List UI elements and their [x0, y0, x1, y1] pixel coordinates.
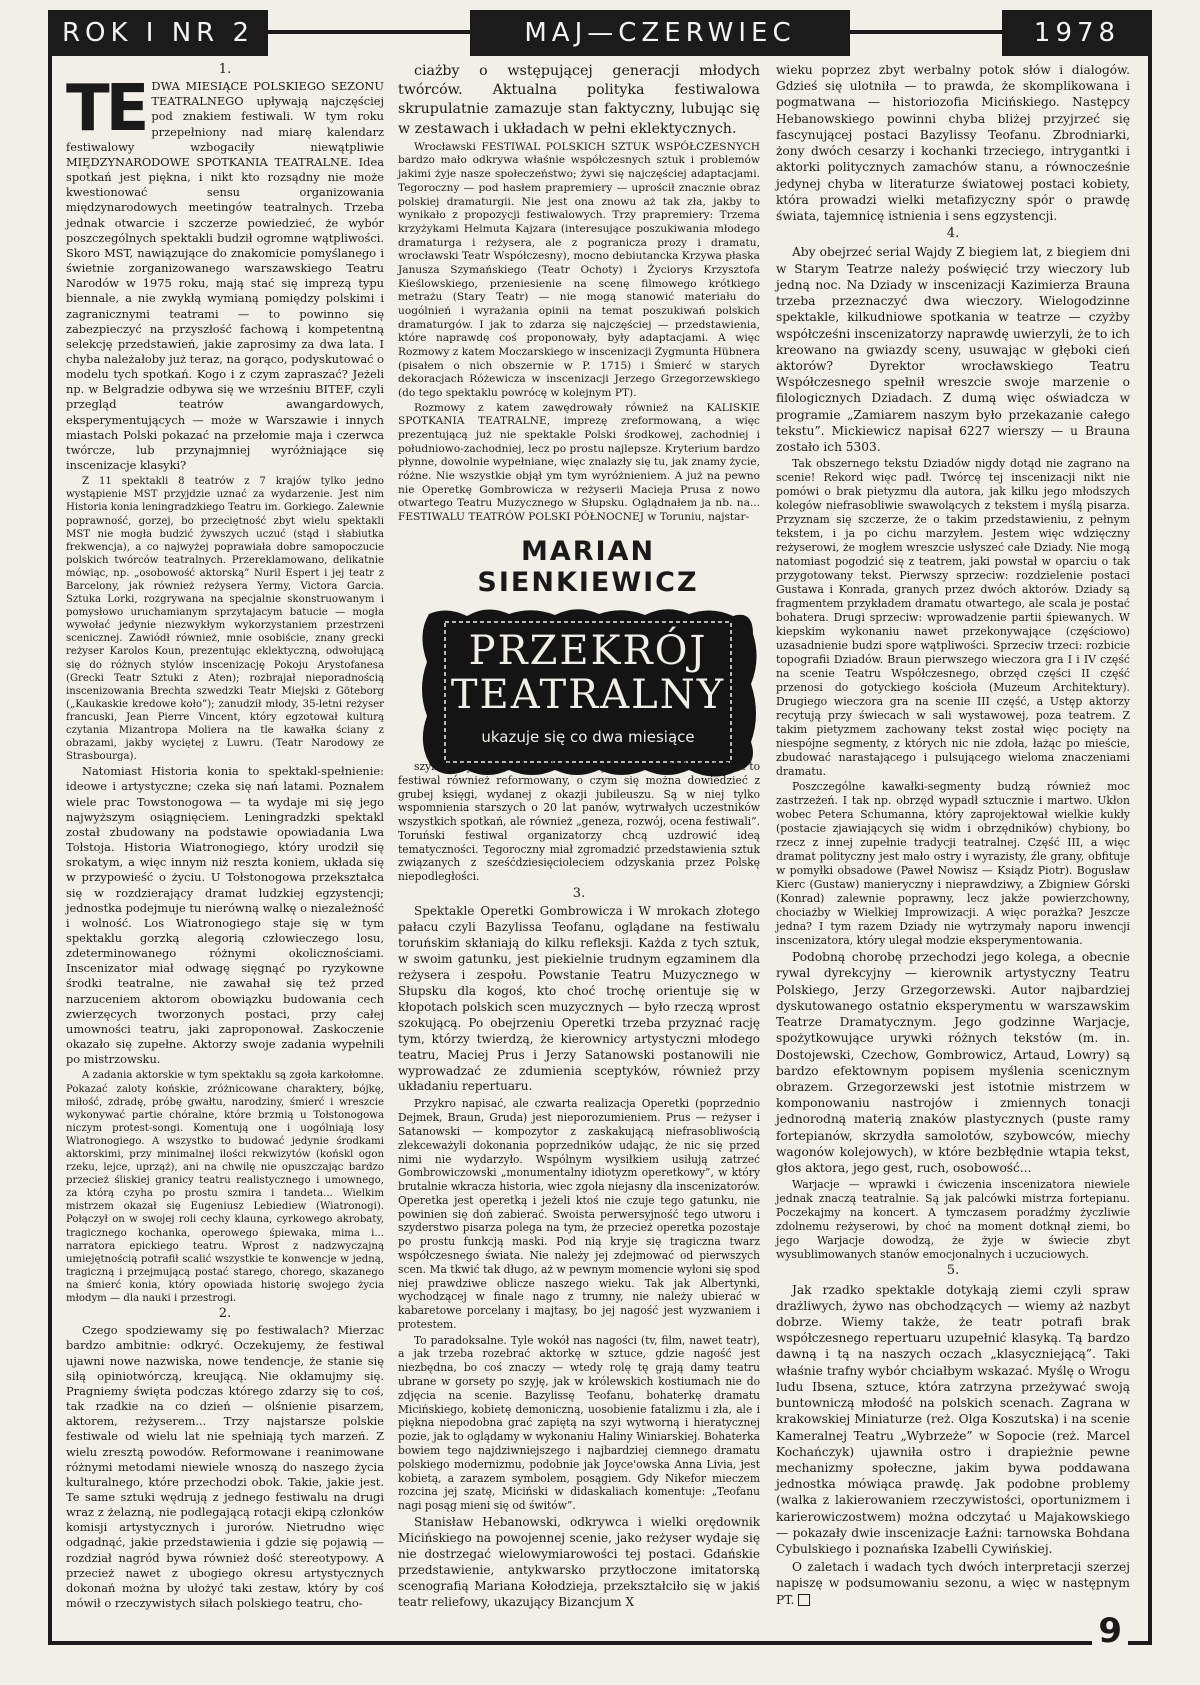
section-number-1: 1.	[218, 62, 232, 77]
lead-text: DWA MIESIĄCE POLSKIEGO SEZONU TEATRALNEGO upływają najczęściej pod znakiem festiwali. W tym roku przepełniony nad miarę kalendarz festiwalowy wzbogaciły niewątpliwie MIĘDZYNARODOWE SPOTKANIA TEATRALNE. Idea spotkań jest piękna, i nikt kto rozsądny nie może kwestionować sensu organizowania międzynarodowych meetingów teatralnych. Trzeba jednak otwarcie i szczerze powiedzieć, że wybór poszczególnych spektakli budził ogromne wątpliwości. Skoro MST, nawiązujące do znakomicie pomyślanego i świetnie zorganizowanego warszawskiego Teatru Narodów w 1975 roku, mają stać się imprezą typu biennale, a nie zwykłą wymianą pomiędzy polskimi i zagranicznymi teatrami — to powinno się zabezpieczyć na przyszłość fachową i kompetentną selekcję przedstawień, jakie zaprosimy za dwa lata. I chyba należałoby już teraz, na gorąco, podyskutować o modelu tych spotkań. Kogo i z czym zapraszać? Jeżeli np. w Belgradzie odbywa się we wrześniu BITEF, czyli przegląd teatrów awangardowych, eksperymentujących — może w Warszawie i innych miastach Polski pokazać na przełomie maja i czerwca twórcze, lub przynajmniej wyróżniające się inscenizacje klasyki?	[66, 79, 384, 473]
lead-paragraph	[66, 72, 384, 473]
paragraph: To paradoksalne. Tyle wokół nas nagości (tv, film, nawet teatr), a jak trzeba rozebrać aktorkę w sztuce, gdzie nagość jest niezbędna, bo coś znaczy — wtedy rolę tę grają damy teatru ubrane w gorsety po szyję, jak w królewskich kostiumach nie do zdjęcia na scenie. Bazylissę Teofanu, bohaterkę dramatu Micińskiego, kobietę demoniczną, uosobienie fatalizmu i zła, ale i piękna niepodobna grać zapiętą na szyi wytworną i hieratycznej pozie, jak to oglądamy w wykonaniu Haliny Winiarskiej. Bohaterka bowiem tego najdziwniejszego i najbardziej ciemnego dramatu polskiego modernizmu, podobnie jak Joyce'owska Anna Livia, jest kobietą, a zarazem symbolem, posągiem. Gdy Nikefor mieczem rozcina jej szatę, Miciński w didaskaliach komentuje: „Teofanu nagi posąg mieni się od świtów”.	[398, 1333, 760, 1513]
paragraph: Poszczególne kawałki-segmenty budzą również moc zastrzeżeń. I tak np. obrzęd wypadł sztucznie i martwo. Ukłon wobec Petera Schumanna, który zaprojektował wielkie kukły (postacie zjawiających się widm i obrzędników) chybiony, bo rzecz z innej zupełnie tradycji teatralnej. Część III, a więc dramat polityczny jest mało ostry i wyrazisty, źle grany, obfituje w pomyłki obsadowe (Paweł Nowisz — Ksiądz Piotr). Bogusław Kierc (Gustaw) manieryczny i nieprawdziwy, a Zbigniew Górski (Konrad) zalewnie poprawny, lecz jakże powierzchowny, chociażby w Wielkiej Improwizacji. A więc porażka? Jeszcze jedna? I tym razem Dziady nie wytrzymały naporu inwencji inscenizatora, który ulegał modzie eksperymentowania.	[776, 780, 1130, 948]
small-print-block-1	[66, 475, 384, 763]
header-rule-left	[268, 30, 470, 34]
paragraph: Z 11 spektakli 8 teatrów z 7 krajów tylko jedno wystąpienie MST przyjdzie uznać za wydarzenie. Jest nim Historia konia leningradzkiego Teatru im. Gorkiego. Zalewnie poprawność, gorzej, bo przeciętność zbyt wielu spektakli MST nie mogła budzić żywszych uczuć (stąd i słabiutka frekwencja), a co najwyżej poprawiała dobre samopoczucie polskich twórców teatralnych. Przereklamowano, delikatnie mówiąc, np. „osobowość aktorską” Nuril Espert i jej teatr z Barcelony, jak również reżysera Yermy, Victora Garcia. Sztuka Lorki, rozgrywana na specjalnie skonstruowanym i pomysłowo uruchamianym sprzytajacym batucie — mogła wywołać jedynie niezwykłym wykorzystaniem przestrzeni scenicznej. Zawiódł również, mnie osobiście, znany grecki reżyser Karolos Koun, prezentując eklektyczną, odwołującą się do różnych stylów inscenizację Pokoju Arystofanesa (Grecki Teatr Sztuki z Aten); rozbrajał nieporadnością inscenizowania Brechta szwedzki Teatr Miejski z Göteborg („Kaukaskie kredowe koło”); zanudził młody, 35-letni reżyser francuski, Jean Pierre Vincent, który egzotował kulturą czytania Mizantropa Moliera na tle kawałka ściany z obrazami, jakby wyciętej z Luwru. (Teatr Narodowy ze Strasbourga).	[66, 476, 384, 763]
small-print-block-3	[398, 141, 760, 525]
paragraph: Jak rzadko spektakle dotykają ziemi czyli spraw drażliwych, żywo nas obchodzących — wiemy aż nazbyt dobrze. Wiemy także, że teatr potrafi brak współczesnego repertuaru uzupełnić klasyką. Tą bardzo dawną i tą na naszych oczach „klasyczniejącą”. Taki właśnie trafny wybór chciałbym wskazać. Myślę o Wrogu ludu Ibsena, sztuce, która zatrzyna przeżywać swoją buntowniczą młodość na polskich scenach. Zagrana w krakowskiej Miniaturze (reż. Olga Koszutska) i na scenie Kameralnej Teatru „Wybrzeże” w Sopocie (reż. Marcel Kochańczyk) ujawniła ostro i drapieżnie pewne mechanizmy społeczne, jakim bywa poddawana jednostka mówiąca prawdę. Jak podobne problemy (walka z lakierowaniem rzeczywistości, oportunizmem i karierowiczostwem) można odczytać u Majakowskiego — pokazały dwie inscenizacje Łaźni: tarnowska Bohdana Cybulskiego i poznańska Izabelli Cywińskiej.	[776, 1282, 1130, 1557]
months-label: MAJ—CZERWIEC	[470, 10, 850, 56]
ad-author: MARIAN SIENKIEWICZ	[477, 536, 699, 598]
paragraph: ciażby o wstępującej generacji młodych twórców. Aktualna polityka festiwalowa skrupulatnie zamazuje stan faktyczny, lubując się w zestawach i układach w pełni eklektycznych.	[398, 63, 760, 137]
paragraph: Spektakle Operetki Gombrowicza i W mrokach złotego pałacu czyli Bazylissa Teofanu, oglądane na festiwalu toruńskim skłaniają do kilku refleksji. Każda z tych sztuk, w swoim gatunku, jest piekielnie trudnym egzaminem dla reżysera i zespołu. Powstanie Teatru Muzycznego w Słupsku dla kogoś, kto choć trochę orientuje się w kłopotach polskich scen muzycznych — było rzeczą wprost szokującą. Po obejrzeniu Operetki trzeba przyznać rację tym, którzy twierdzą, że kierownicy artystyczni młodego teatru, Maciej Prus i Jerzy Satanowski postanowili nie wyprowadzać ze zdumienia sceptyków, również przy układaniu repertuaru.	[398, 903, 760, 1094]
issue-label: ROK I NR 2	[48, 10, 268, 56]
paragraph: Natomiast Historia konia to spektakl-spełnienie: ideowe i artystyczne; czeka się nań latami. Poznałem wiele prac Towstonogowa — ta wydaje mi się jego najwyższym osiągnięciem. Leningradzki spektakl został zbudowany na podstawie opowiadania Lwa Tołstoja. Historia Wiatronogiego, który urodził się srokatym, a więc innym niż reszta koniem, układa się w przypowieść o życiu. U Tołstonogowa przekształca się w rozdzierający dramat ludzkiej egzystencji; jednostka podejmuje tu nierówną walkę o niezależność i wolność. Los Wiatronogiego staje się w tym spektaklu gorzką alegorią człowieczego losu, zdeterminowanego różnymi okolicznościami. Inscenizator miał odwagę sięgnąć po ryzykowne środki teatralne, nie zawahał się też przed narzuceniem aktorom obowiązku budowania cech zwierzęcych tworzonych postaci, przy całej umowności teatru, jaki zaproponował. Zaskoczenie okazało się zupełne. Aktorzy swoje zadania wypełnili po mistrzowsku.	[66, 764, 384, 1067]
page-number: 9	[1092, 1611, 1128, 1651]
small-print-block-4	[398, 760, 760, 884]
ad-seal	[417, 604, 759, 780]
closing-text: O zaletach i wadach tych dwóch interpretacji szerzej napiszę w podsumowaniu sezonu, a więc w następnym PT.	[776, 1560, 1130, 1607]
article-column-2-top	[398, 62, 760, 526]
small-print-block-6	[776, 457, 1130, 948]
paragraph: Przykro napisać, ale czwarta realizacja Operetki (poprzednio Dejmek, Braun, Gruda) jest nieporozumieniem. Prus — reżyser i Satanowski — kompozytor z zaskakującą niefrasobliwością zlekceważyli dokonania poprzedników udając, że nic się przed nimi nie wydarzyło. Wspólnym wysiłkiem usiłują zatrzeć Gombrowiczowski „monumentalny idiotyzm operetkowy”, w który brutalnie wkracza historia, wiec zgoła niejasny dla inscenizatorów. Operetka jest operetką i jeżeli ktoś nie czuje tego gatunku, nie powinien się doń zabierać. Swoista perwersyjność tego utworu i szyderstwo pisarza polega na tym, że przecież operetka pozostaje po prostu funkcją maski. Pod nią kryje się tragiczna twarz współczesnego świata. Nie należy jej zdejmować od pierwszych scen. Ma tkwić tak długo, aż w pewnym momencie wyłoni się spod niej prawdziwe oblicze naszego wieku. Tak jak Albertynki, wychodzącej w finale nago z trumny, nie należy ubierać w kabaretowe porcelany i majtasy, bo jej nagość jest wyzwaniem i protestem.	[398, 1097, 760, 1331]
small-print-block-2	[66, 1069, 384, 1305]
end-mark-icon	[798, 1594, 810, 1606]
paragraph: wieku poprzez zbyt werbalny potok słów i dialogów. Gdzieś się ulotniła — to prawda, że skomplikowana i pogmatwana — historiozofia Micińskiego. Następcy Hebanowskiego powinni chyba bliżej przyjrzeć się fascynującej postaci Bazylissy Teofanu. Zbrodniarki, żony dwóch cesarzy i kochanki trzeciego, intrygantki i aktorki politycznych zamachów stanu, a równocześnie jedynej chyba w literaturze światowej postaci kobiety, która prowadzi wielki metafizyczny spór o prawdę świata, tajemnicę istnienia i sens egzystencji.	[776, 63, 1130, 223]
small-print-block-7	[776, 1178, 1130, 1262]
paragraph: Podobną chorobę przechodzi jego kolega, a obecnie rywal dyrekcyjny — kierownik artystyczny Teatru Polskiego, Jerzy Grzegorzewski. Autor najbardziej dyskutowanego ostatnio eksperymentu w warszawskim Teatrze Dramatycznym. Jego godzinne Warjacje, spożytkowujące urywki różnych tekstów (m. in. Dostojewski, Czechow, Gombrowicz, Artaud, Lowry) są bardzo efektownym popisem myślenia scenicznym obrazem. Grzegorzewski jest istotnie mistrzem w komponowaniu nastrojów i zmiennych tonacji jednorodną materią znaków plastycznych (puste ramy fortepianów, skrzydła samolotów, szybowców, miechy wagonów kolejowych), w które bezbłędnie wtapia tekst, głos aktora, jego gest, ruch, osobowość...	[776, 950, 1130, 1176]
year-label: 1978	[1002, 10, 1152, 56]
ad-tagline: ukazuje się co dwa miesiące	[481, 728, 695, 746]
paragraph: Wrocławski FESTIWAL POLSKICH SZTUK WSPÓŁCZESNYCH bardzo mało odkrywa właśnie współczesnych sztuk i problemów jakimi żyje nasze społeczeństwo; żywi się najczęściej adaptacjami. Tegoroczny — pod hasłem prapremiery — uprościł znacznie obraz polskiej dramaturgii. Nie jest ona znowu aż tak zła, jakby to wynikało z propozycji festiwalowych. Trzy prapremiery: Trzema krzyżykami Helmuta Kajzara (interesujące poszukiwania młodego dramaturga i reżysera, ale z pogranicza prozy i dramatu, wrocławski Teatr Współczesny), mocno debiutancka Krzywa płaska Janusza Szymańskiego (Teatr Ochoty) i Życiorys Krzysztofa Kieślowskiego, przeniesienie na scenę filmowego krótkiego metrażu (Stary Teatr) — nie mogą stanowić materiału do uogólnień i wyrażania opinii na temat poszukiwań polskich dramaturgów. I jak to zdarza się najczęściej — przedstawienia, które naprawdę coś proponowały, były adaptacjami. A więc Rozmowy z katem Moczarskiego w inscenizacji Zygmunta Hübnera (pisałem o nich obszernie w P. 1715) i Śmierć w starych dekoracjach Różewicza w inscenizacji Jerzego Grzegorzewskiego (do tego spektaklu powrócę w kolejnym PT).	[398, 140, 761, 399]
article-column-1	[66, 62, 384, 1613]
header-rule-right	[850, 30, 1002, 34]
frame-right	[1148, 56, 1152, 1645]
frame-left	[48, 56, 52, 1645]
page-header	[48, 10, 1152, 56]
paragraph: A zadania aktorskie w tym spektaklu są zgoła karkołomne. Pokazać zaloty końskie, zróżnicowane charaktery, bójkę, miłość, zdradę, próbę gwałtu, narodziny, śmierć i wreszcie wykonywać partie chóralne, które brzmią u Tołstonogowa niczym protest-songi. Komentują one i uogólniają losy Wiatronogiego. A wszystko to budować jedynie środkami aktorskimi, przy minimalnej ilości rekwizytów (końskl ogon rzeku, lejce, uprząż), ani na chwilę nie opuszczając bardzo przecież śliskiej granicy teatru realistycznego i umownego, za którą czyha po prostu szmira i tandeta... Wielkim mistrzem okazał się Eugeniusz Lebiediew (Wiatronogi). Połączył on w swojej roli cechy klauna, cyrkowego akrobaty, tragicznego kochanka, operowego śpiewaka, mima i... narratora epickiego teatru. Wprost z nadzwyczajną umiejętnością potrafił scalić wszystkie te konwencje w jedną, tragiczną i przejmującą postać starego, chorego, skazanego na śmierć konia, który opowiada historię swojego życia młodym — dla nauki i przestrogi.	[66, 1070, 384, 1304]
frame-bottom	[48, 1641, 1152, 1645]
section-number-3: 3.	[572, 886, 586, 902]
paragraph: Czego spodziewamy się po festiwalach? Mierzac bardzo ambitnie: odkryć. Oczekujemy, że festiwal ujawni nowe nazwiska, nowe tendencje, że stanie się siłą opiniotwórczą, kreującą. Nie okłamujmy się. Pragniemy święta podczas którego zdarzy się to coś, tak rzadkie na co dzień — olśnienie pisarzem, aktorem, reżyserem... Trzy najstarsze polskie festiwale od wielu lat nie spełniają tych marzeń. Z wielu zresztą powodów. Reformowane i reanimowane różnymi metodami niewiele wnoszą do naszego życia kulturalnego, które przechodzi obok. Takie, jakie jest. Te same sztuki wędrują z jednego festiwalu na drugi wraz z żelazną, nie podlegającą rotacji ekipą członków komisji artystycznych i jurorów. Nietrudno więc odgadnąć, jakie przedstawienia i gdzie się pojawią — rozdział nagród bywa również dość stereotypowy. A przecież nawet z ubogiego okresu artystycznych dokonań można by ułożyć taki zestaw, który by coś mówił o rzeczywistych siłach polskiego teatru, cho-	[66, 1323, 384, 1611]
closing-paragraph	[776, 1559, 1130, 1608]
paragraph: Rozmowy z katem zawędrowały również na KALISKIE SPOTKANIA TEATRALNE, imprezę zreformowaną, a więc prezentującą już nie spektakle Polski środkowej, zachodniej i południowo-zachodniej, lecz po prostu najlepsze. Kryterium bardzo płynne, dowolnie wypełniane, więc znalazły się tu, jak znamy życie, różne. Nie wszystkie objął ym tym wyróżnieniem. A już na pewno nie Operetkę Gombrowicza w reżyserii Macieja Prusa z nowo otwartego Teatru Muzycznego w Słupsku. Oglądnałem ja nb. na... FESTIWALU TEATRÓW POLSKI PÓŁNOCNEJ w Toruniu, najstar-	[398, 401, 760, 523]
small-print-block-5	[398, 1097, 760, 1512]
section-number-2: 2.	[218, 1306, 232, 1322]
article-column-3	[776, 62, 1130, 1610]
paragraph: Aby obejrzeć serial Wajdy Z biegiem lat, z biegiem dni w Starym Teatrze należy poświęcić trzy wieczory lub jedną noc. Na Dziady w inscenizacji Kazimierza Brauna trzeba przeznaczyć dwa wieczory. Wielogodzinne spektakle, kilkudniowe spotkania w teatrze — czyżby współcześni inscenizatorzy naprawdę uwierzyli, że to ich kreowano na gwiazdy sceny, usuwając w głęboki cień aktorów? Dyrektor wrocławskiego Teatru Współczesnego spełnił wreszcie swoje marzenie o filologicznych Dziadach. Z dumą więc oświadcza w programie „Zamiarem naszym było przekazanie całego tekstu”. Mickiewicz napisał 6227 wierszy — u Brauna zostało ich 5303.	[776, 245, 1130, 455]
section-number-4: 4.	[946, 226, 960, 242]
ad-title-line-1: PRZEKRÓJ	[468, 628, 708, 674]
drop-cap: TE	[66, 72, 146, 147]
article-column-2-bottom	[398, 760, 760, 1613]
paragraph: Tak obszernego tekstu Dziadów nigdy dotąd nie zagrano na scenie! Rekord więc padł. Twórcę tej inscenizacji nikt nie pomówi o brak pietyzmu dla autora, jak kilku jego młodszych kolegów niefrasobliwie swawolących z tekstem i myślą pisarza. Przyznam się szczerze, że o takim przedstawieniu, z pełnym tekstem, i ja po cichu marzyłem. Jestem więc wdzięczny reżyserowi, że mogłem wreszcie usłyszeć całe Dziady. Nie mogą natomiast pogodzić się z teatrem, jaki powstał w oparciu o tak przygotowany tekst. Pierwszy sprzeciw: rozdzielenie postaci Gustawa i Konrada, granych przez dwóch aktorów. Dziady są fragmentem przykładem dramatu otwartego, ale scala je postać bohatera. Drugi sprzeciw: wprowadzenie partii śpiewanych. W kiepskim wykonaniu nawet przekonywające (częściowo) uzasadnienie budzi spore wątpliwości. Sprzeciw trzeci: rozbicie topografii Dziadów. Braun pierwszego wieczora gra I i IV część na scenie Teatru Współczesnego, obrzęd części II część przenosi do gotyckiego kościoła (Muzeum Architektury). Drugiego wieczora gra na scenie III część, a Ustęp aktorzy recytują przy świecach w sali wystawowej, poza teatrem. Z takim pietyzmem zachowany tekst został więc pocięty na niespójne segmenty, z których nic nie zdoła, łażąc po mieście, zbudować narastającego i pulsującego wieloma znaczeniami dramatu.	[776, 457, 1130, 779]
magazine-advertisement	[414, 536, 762, 750]
ad-title-line-2: TEATRALNY	[450, 672, 726, 718]
paragraph: Warjacje — wprawki i ćwiczenia inscenizatora niewiele jednak znaczą teatralnie. Są jak palcówki mistrza fortepianu. Poczekajmy na koncert. A tymczasem poradźmy życzliwie zdolnemu reżyserowi, by choć na moment dotknął ziemi, bo jego Warjacje dowodzą, że żyje w świecie zbyt wysublimowanych stanów emocjonalnych i uczuciowych.	[776, 1178, 1130, 1262]
paragraph: Stanisław Hebanowski, odkrywca i wielki orędownik Micińskiego na powojennej scenie, jako reżyser wydaje się nie dostrzegać wielowymiarowości tej postaci. Gdańskie przedstawienie, antykwarsko przytłoczone imitatorską scenografią Mariana Kołodzieja, przekształciło się w jakiś teatr reliefowy, ukazujący Bizancjum X	[398, 1514, 760, 1609]
paragraph: szym (w tym roku obchodził uroczyście swoje 20-lecie!). Jest to festiwal również reformowany, o czym się można dowiedzieć z grubej księgi, wydanej z okazji jubileuszu. Są w niej tylko wspomnienia starszych o 20 lat panów, wytrwałych uczestników wszystkich spotkań, ale również „geneza, rozwój, ocena festiwali”. Toruński festiwal organizatorzy chcą uzdrowić ideą tematyczności. Tegoroczny miał zgromadzić przedstawienia sztuk związanych z sześćdziesięcioleciem odzyskania przez Polskę niepodległości.	[398, 760, 760, 884]
section-number-5: 5.	[946, 1263, 960, 1279]
